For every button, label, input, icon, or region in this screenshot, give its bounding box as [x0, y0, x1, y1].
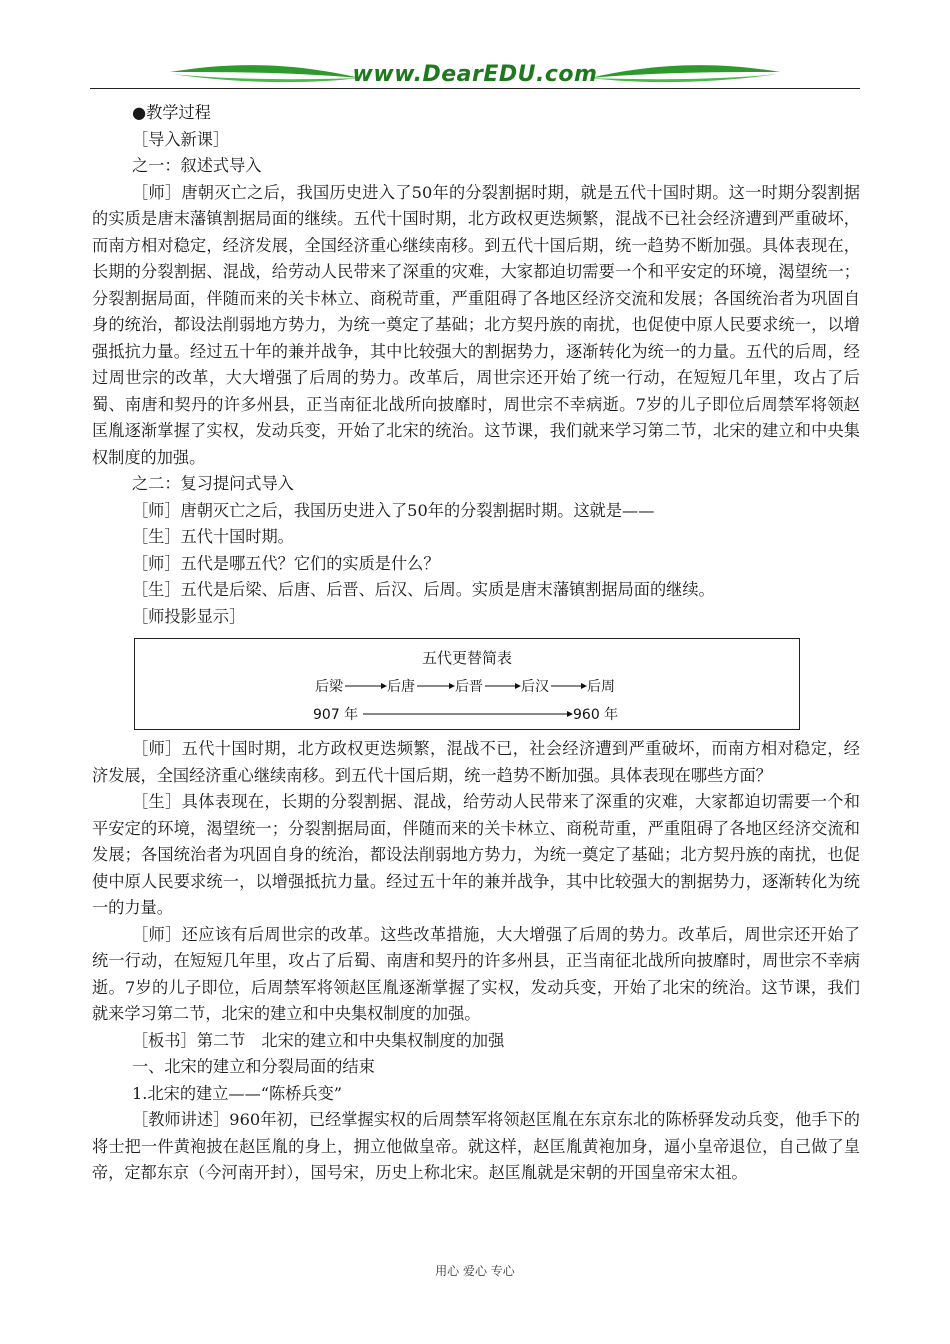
dialog-line: ［生］五代十国时期。 — [132, 527, 294, 546]
method2-title: 之二：复习提问式导入 — [132, 474, 294, 493]
document-body — [92, 100, 860, 1187]
dynasty-label: 后唐 — [387, 679, 415, 695]
site-url: www.DearEDU.com — [352, 62, 598, 87]
end-year: 960 年 — [573, 707, 619, 723]
import-heading: ［导入新课］ — [132, 129, 230, 149]
section-heading: ●教学过程 — [132, 103, 211, 122]
dialog-line: ［师投影显示］ — [132, 606, 246, 626]
start-year: 907 年 — [313, 707, 359, 723]
page-footer: 用心 爱心 专心 — [435, 1264, 515, 1278]
board-note: ［板书］第二节 北宋的建立和中央集权制度的加强 — [132, 1030, 505, 1050]
student-paragraph: ［生］具体表现在，长期的分裂割据、混战，给劳动人民带来了深重的灾难，大家都迫切需要一个和平安定的环境，渴望统一；分裂割据局面，伴随而来的关卡林立、商税苛重，严重阻碍了各地区经济交流和发展；各国统治者为巩固自身的统治，都设法削弱地方势力，为统一奠定了基础；北方契丹族的南扰，也促使中原人民要求统一，以增强抵抗力量。经过五十年的兼并战争，其中比较强大的割据势力，逐渐转化为统一的力量。 — [92, 792, 860, 917]
teacher-paragraph: ［师］五代十国时期，北方政权更迭频繁，混战不已，社会经济遭到严重破坏，而南方相对稳定，经济发展，全国经济重心继续南移。到五代十国后期，统一趋势不断加强。具体表现在哪些方面？ — [92, 739, 860, 785]
header-divider — [90, 88, 860, 89]
dynasty-timeline-graphic — [135, 639, 799, 729]
section-title: 一、北宋的建立和分裂局面的结束 — [132, 1057, 375, 1076]
dialog-line: ［师］五代是哪五代？它们的实质是什么？ — [132, 553, 440, 573]
dynasty-succession-table — [134, 638, 800, 730]
teacher-paragraph: ［师］还应该有后周世宗的改革。这些改革措施，大大增强了后周的势力。改革后，周世宗还开始了统一行动，在短短几年里，攻占了后蜀、南唐和契丹的许多州县，正当南征北战所向披靡时，周世宗不幸病逝。7岁的儿子即位，后周禁军将领赵匡胤逐渐掌握了实权，发动兵变，开始了北宋的统治。这节课，我们就来学习第二节，北宋的建立和中央集权制度的加强。 — [92, 924, 860, 1023]
table-title: 五代更替简表 — [421, 649, 513, 667]
method1-paragraph: ［师］唐朝灭亡之后，我国历史进入了50年的分裂割据时期，就是五代十国时期。这一时期分裂割据的实质是唐末藩镇割据局面的继续。五代十国时期，北方政权更迭频繁，混战不已社会经济遭到严重破坏，而南方相对稳定，经济发展，全国经济重心继续南移。到五代十国后期，统一趋势不断加强。具体表现在，长期的分裂割据、混战，给劳动人民带来了深重的灾难，大家都迫切需要一个和平安定的环境，渴望统一；分裂割据局面，伴随而来的关卡林立、商税苛重，严重阻碍了各地区经济交流和发展；各国统治者为巩固自身的统治，都设法削弱地方势力，为统一奠定了基础；北方契丹族的南扰，也促使中原人民要求统一，以增强抵抗力量。经过五十年的兼并战争，其中比较强大的割据势力，逐渐转化为统一的力量。五代的后周，经过周世宗的改革，大大增强了后周的势力。改革后，周世宗还开始了统一行动，在短短几年里，攻占了后蜀、南唐和契丹的许多州县，正当南征北战所向披靡时，周世宗不幸病逝。7岁的儿子即位后周禁军将领赵匡胤逐渐掌握了实权，发动兵变，开始了北宋的统治。这节课，我们就来学习第二节，北宋的建立和中央集权制度的加强。 — [92, 182, 860, 467]
method1-title: 之一：叙述式导入 — [132, 156, 262, 175]
dynasty-label: 后汉 — [521, 679, 549, 695]
dynasty-label: 后周 — [587, 679, 615, 695]
dialog-line: ［生］五代是后梁、后唐、后晋、后汉、后周。实质是唐末藩镇割据局面的继续。 — [132, 580, 715, 599]
dynasty-label: 后梁 — [315, 679, 343, 695]
lecture-paragraph: ［教师讲述］960年初，已经掌握实权的后周禁军将领赵匡胤在东京东北的陈桥驿发动兵变，他手下的将士把一件黄袍披在赵匡胤的身上，拥立他做皇帝。就这样，赵匡胤黄袍加身，逼小皇帝退位，自己做了皇帝，定都东京（今河南开封），国号宋，历史上称北宋。赵匡胤就是宋朝的开国皇帝宋太祖。 — [92, 1110, 860, 1182]
subsection-title: 1.北宋的建立——“陈桥兵变” — [132, 1083, 343, 1103]
dynasty-label: 后晋 — [455, 679, 483, 695]
dialog-line: ［师］唐朝灭亡之后，我国历史进入了50年的分裂割据时期。这就是—— — [132, 500, 655, 520]
